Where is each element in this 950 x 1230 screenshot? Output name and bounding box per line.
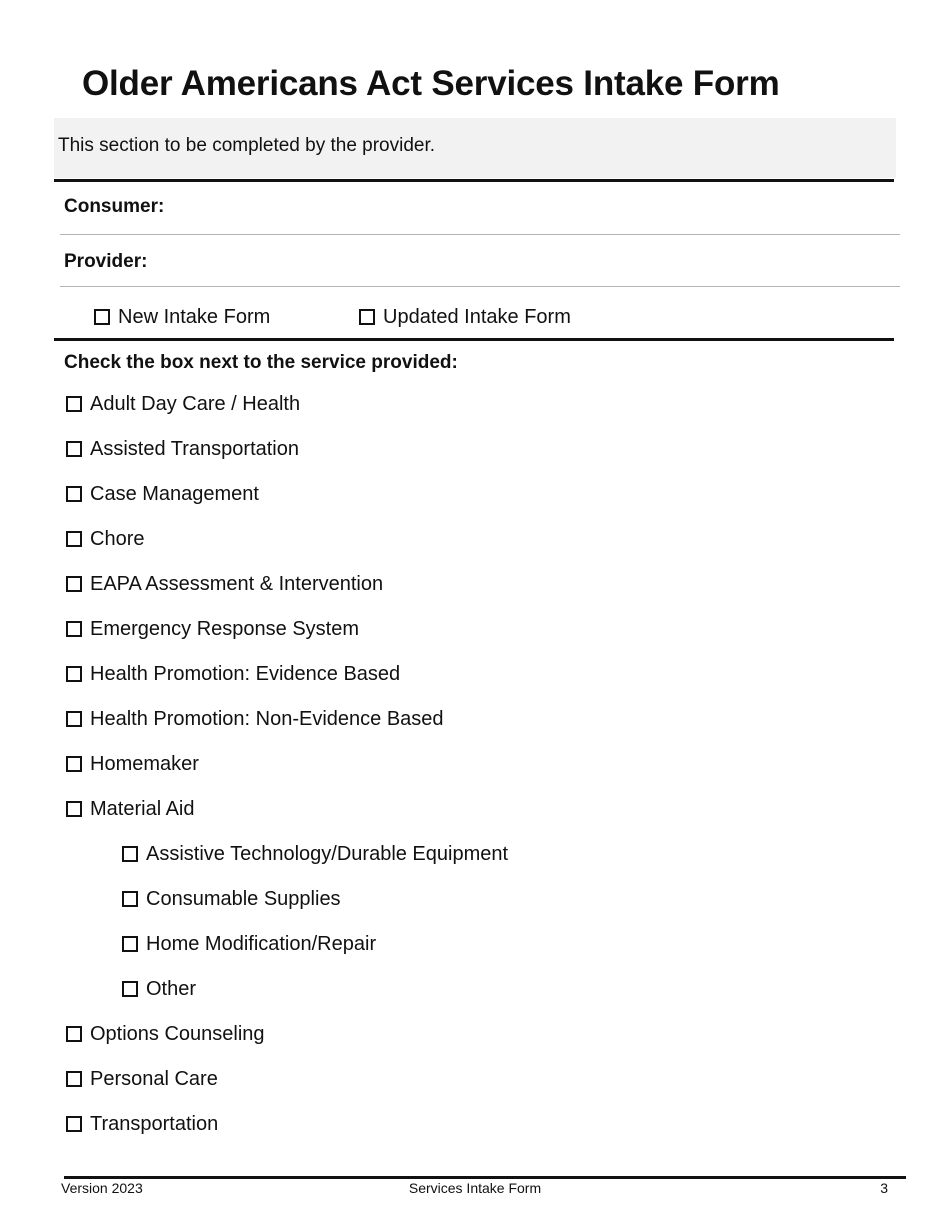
checkbox-label: Emergency Response System <box>90 618 360 640</box>
service-checkbox-transportation[interactable] <box>66 1113 218 1135</box>
checkbox-label: Homemaker <box>90 753 199 775</box>
service-checkbox-options-counseling[interactable] <box>66 1023 265 1045</box>
checkbox-icon[interactable] <box>359 309 375 325</box>
provider-label: Provider: <box>64 251 148 272</box>
checkbox-icon[interactable] <box>122 891 138 907</box>
new-intake-checkbox[interactable] <box>94 306 270 328</box>
checkbox-label: Chore <box>90 528 145 550</box>
checkbox-icon[interactable] <box>66 711 82 727</box>
provider-field-line <box>60 286 900 287</box>
footer-version: Version 2023 <box>61 1180 143 1196</box>
service-checkbox-other[interactable] <box>122 978 196 1000</box>
service-checkbox-health-evidence[interactable] <box>66 663 400 685</box>
checkbox-label: Options Counseling <box>90 1023 265 1045</box>
divider <box>54 338 894 341</box>
checkbox-label: Health Promotion: Non-Evidence Based <box>90 708 444 730</box>
service-checkbox-assisted-transportation[interactable] <box>66 438 299 460</box>
checkbox-icon[interactable] <box>66 1116 82 1132</box>
service-checkbox-home-modification[interactable] <box>122 933 376 955</box>
checkbox-icon[interactable] <box>122 936 138 952</box>
instruction-banner <box>54 118 896 178</box>
checkbox-label: Updated Intake Form <box>383 306 571 328</box>
checkbox-label: New Intake Form <box>118 306 271 328</box>
checkbox-icon[interactable] <box>122 846 138 862</box>
checkbox-label: Assistive Technology/Durable Equipment <box>146 843 509 865</box>
service-checkbox-health-non-evidence[interactable] <box>66 708 444 730</box>
checkbox-icon[interactable] <box>66 621 82 637</box>
footer-page-number: 3 <box>880 1180 888 1196</box>
checkbox-label: Health Promotion: Evidence Based <box>90 663 401 685</box>
service-checkbox-adult-day-care[interactable] <box>66 393 300 415</box>
updated-intake-checkbox[interactable] <box>359 306 571 328</box>
consumer-label: Consumer: <box>64 196 165 217</box>
checkbox-label: Transportation <box>90 1113 219 1135</box>
service-checkbox-personal-care[interactable] <box>66 1068 218 1090</box>
service-checkbox-homemaker[interactable] <box>66 753 199 775</box>
checkbox-label: Case Management <box>90 483 259 505</box>
consumer-field-line <box>60 234 900 235</box>
checkbox-label: Adult Day Care / Health <box>90 393 301 415</box>
checkbox-icon[interactable] <box>66 1071 82 1087</box>
checkbox-icon[interactable] <box>66 801 82 817</box>
service-checkbox-case-management[interactable] <box>66 483 259 505</box>
checkbox-label: Other <box>146 978 197 1000</box>
checkbox-label: Material Aid <box>90 798 195 820</box>
services-heading: Check the box next to the service provided: <box>64 352 458 373</box>
footer-divider <box>64 1176 906 1179</box>
checkbox-label: Home Modification/Repair <box>146 933 377 955</box>
page-title: Older Americans Act Services Intake Form <box>82 64 780 103</box>
checkbox-icon[interactable] <box>66 441 82 457</box>
checkbox-icon[interactable] <box>66 396 82 412</box>
checkbox-icon[interactable] <box>122 981 138 997</box>
checkbox-label: EAPA Assessment & Intervention <box>90 573 384 595</box>
instruction-text: This section to be completed by the provider. <box>58 135 436 156</box>
checkbox-label: Personal Care <box>90 1068 218 1090</box>
service-checkbox-emergency-response[interactable] <box>66 618 359 640</box>
checkbox-icon[interactable] <box>66 1026 82 1042</box>
checkbox-icon[interactable] <box>66 756 82 772</box>
checkbox-label: Consumable Supplies <box>146 888 341 910</box>
service-checkbox-chore[interactable] <box>66 528 144 550</box>
checkbox-icon[interactable] <box>66 531 82 547</box>
checkbox-icon[interactable] <box>66 486 82 502</box>
checkbox-label: Assisted Transportation <box>90 438 299 460</box>
service-checkbox-consumable-supplies[interactable] <box>122 888 341 910</box>
service-checkbox-material-aid[interactable] <box>66 798 195 820</box>
footer-form-name: Services Intake Form <box>408 1180 542 1196</box>
service-checkbox-assistive-technology[interactable] <box>122 843 508 865</box>
divider <box>54 179 894 182</box>
checkbox-icon[interactable] <box>94 309 110 325</box>
service-checkbox-eapa[interactable] <box>66 573 383 595</box>
checkbox-icon[interactable] <box>66 666 82 682</box>
checkbox-icon[interactable] <box>66 576 82 592</box>
